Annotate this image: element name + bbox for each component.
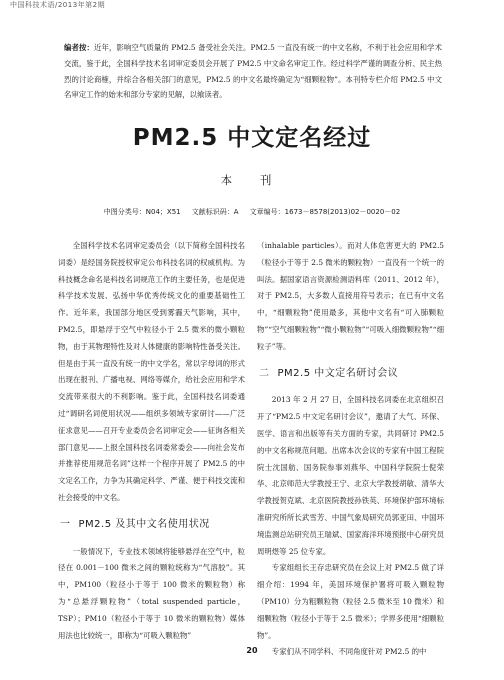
section-title: PM2.5 中文定名研讨会议 [277,367,399,379]
running-head: 中国科技术语/2013年第2期 [10,1,106,9]
body-paragraph: 专家组组长王存忠研究员在会议上对 PM2.5 做了详细介绍：1994 年，美国环境保护署将可吸入颗粒物（PM10）分为粗颗粒物（粒径 2.5 微米至 10 微米）和细颗粒物（粒径小于等于 2.5 微米）；学界多使用“细颗粒物”。 [257,563,444,640]
section-title: PM2.5 及其中文名使用状况 [78,518,210,530]
body-paragraph: 一般情况下，专业技术领域将能够悬浮在空气中，粒径在 0.001－100 微米之间的颗粒统称为“气溶胶”。其中，PM100（粒径小于等于 100 微米的颗粒物）称为“总悬浮颗粒物”（total suspended particle，TSP）；PM10（粒径小于等于 10 微米的颗粒物）媒体用法也比较统一，即称为“可吸入颗粒物” [58,546,245,640]
editor-note-text: 近年，影响空气质量的 PM2.5 备受社会关注。PM2.5 一直没有统一的中文名称，不利于社会应用和学术交流，鉴于此，全国科学技术名词审定委员会开展了 PM2.5 中文命名审定工作。经过科学严谨的调查分析、民主热烈的讨论商榷，并综合各相关部门的意见，PM2.5 的中文名最终确定为“细颗粒物”。本刊特专栏介绍 PM2.5 中文名审定工作的始末和部分专家的见解，以飨读者。 [64,43,442,100]
body-paragraph: 2013 年 2 月 27 日，全国科技名词委在北京组织召开了“PM2.5 中文定名研讨会议”，邀请了大气、环保、医学、语言和出版等有关方面的专家，共同研讨 PM2.5 的中文名称规范问题。出席本次会议的专家有中国工程院院士沈国舫、国务院参事刘燕华、中国科学院院士倪荣华、北京师范大学教授王宁、北京大学教授胡敏、清华大学教授贺克斌、北京医院教授孙铁英、环境保护部环境标准研究所所长武雪芳、中国气象局研究员郭亚田、中国环境监测总站研究员王瑞斌、国家海洋环境预报中心研究员周明煜等 25 位专家。 [257,395,444,556]
article-title: PM2.5 中文定名经过 [132,125,372,151]
continued-paragraph: （inhalable particles）。而对人体危害更大的 PM2.5（粒径小于等于 2.5 微米的颗粒物）一直没有一个统一的叫法。据国家语言资源检测语料库（2011、2012 年），对于 PM2.5，大多数人直接用符号表示；在已有中文名中，“细颗粒物”使用最多，其他中文名有“可入肺颗粒物”“空气细颗粒物”“微小颗粒物”“可吸入细微颗粒物”“细粒子”等。 [257,241,444,351]
left-column [58,238,245,644]
classification-line: 中图分类号：N04；X51 文献标识码：A 文章编号：1673－8578(2013)02－0020－02 [103,208,401,216]
intro-paragraph: 全国科学技术名词审定委员会（以下简称全国科技名词委）是经国务院授权审定公布科技名词的权威机构。为科技概念命名是科技名词规范工作的主要任务，也是促进科学技术发展、弘扬中华优秀传统文化的重要基础性工作。近年来，我国部分地区受到雾霾天气影响，其中，PM2.5，即悬浮于空气中粒径小于 2.5 微米的微小颗粒物，由于其物理特性及对人体健康的影响特性备受关注。但是由于其一直没有统一的中文学名，常以字母词的形式出现在报刊、广播电视、网络等媒介，给社会应用和学术交流带来很大的不利影响。鉴于此，全国科技名词委通过“调研名词使用状况——组织多领域专家研讨——广泛征求意见——召开专业委员会名词审定会——征询各相关部门意见——上报全国科技名词委常委会——向社会发布并推荐使用规范名词”这样一个程序开展了 PM2.5 的中文定名工作，力争为其确定科学、严谨、便于科技交流和社会接受的中文名。 [58,241,245,502]
right-column [257,238,444,661]
section-heading-2 [257,366,444,383]
section-number: 一 [60,518,71,530]
section-number: 二 [259,367,270,379]
body-paragraph: 专家们从不同学科、不同角度针对 PM2.5 的中 [271,647,427,657]
editor-note [64,40,442,103]
page-number: 20 [246,646,258,655]
editor-note-lead: 编者按： [64,43,94,52]
section-heading-1 [58,517,245,534]
article-author: 本 刊 [220,173,284,187]
